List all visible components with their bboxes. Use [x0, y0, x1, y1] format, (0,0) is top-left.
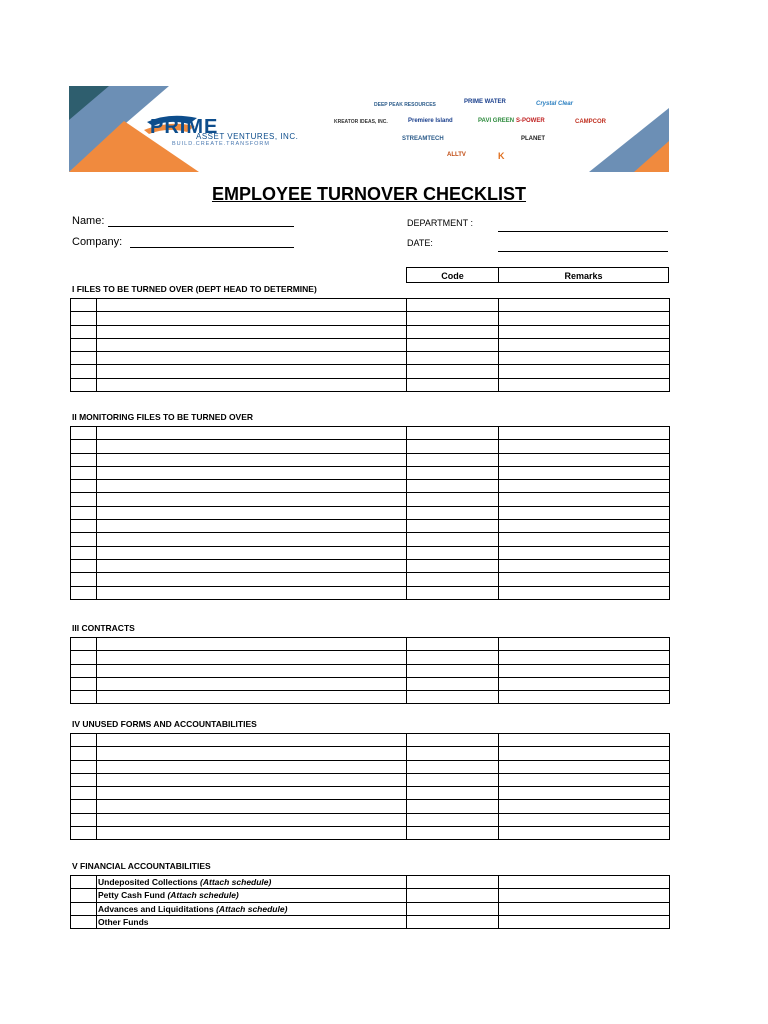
- brand-logo-text: PRIME: [150, 116, 219, 138]
- remarks-cell[interactable]: [499, 378, 670, 391]
- partner-logo: CAMPCOR: [575, 119, 606, 125]
- remarks-cell[interactable]: [499, 559, 670, 572]
- remarks-column-header: Remarks: [498, 267, 669, 283]
- code-cell[interactable]: [407, 520, 499, 533]
- row-number-cell[interactable]: [71, 352, 97, 365]
- remarks-cell[interactable]: [499, 466, 670, 479]
- remarks-cell[interactable]: [499, 453, 670, 466]
- name-field[interactable]: [108, 226, 294, 227]
- item-cell[interactable]: [97, 876, 407, 889]
- item-cell[interactable]: [97, 787, 407, 800]
- section-title: V FINANCIAL ACCOUNTABILITIES: [72, 861, 211, 871]
- remarks-cell[interactable]: [499, 365, 670, 378]
- table-row: [71, 651, 670, 664]
- table-row: [71, 533, 670, 546]
- remarks-cell[interactable]: [499, 827, 670, 840]
- item-cell[interactable]: [97, 813, 407, 826]
- remarks-cell[interactable]: [499, 325, 670, 338]
- code-cell[interactable]: [407, 378, 499, 391]
- section-title: I FILES TO BE TURNED OVER (DEPT HEAD TO DETERMINE): [72, 284, 317, 294]
- code-cell[interactable]: [407, 586, 499, 599]
- code-cell[interactable]: [407, 440, 499, 453]
- item-cell[interactable]: [97, 747, 407, 760]
- row-number-cell[interactable]: [71, 480, 97, 493]
- table-row: [71, 520, 670, 533]
- section-table: [70, 637, 670, 704]
- remarks-cell[interactable]: [499, 440, 670, 453]
- code-cell[interactable]: [407, 573, 499, 586]
- section-table: [70, 875, 670, 929]
- table-row: [71, 664, 670, 677]
- row-number-cell[interactable]: [71, 691, 97, 704]
- table-row: [71, 299, 670, 312]
- remarks-cell[interactable]: [499, 813, 670, 826]
- row-number-cell[interactable]: [71, 520, 97, 533]
- section-table: [70, 298, 670, 392]
- item-cell[interactable]: [97, 734, 407, 747]
- row-number-cell[interactable]: [71, 915, 97, 928]
- code-cell[interactable]: [407, 760, 499, 773]
- date-field[interactable]: [498, 251, 668, 252]
- section-title: II MONITORING FILES TO BE TURNED OVER: [72, 412, 254, 422]
- code-cell[interactable]: [407, 734, 499, 747]
- code-cell[interactable]: [407, 312, 499, 325]
- row-number-cell[interactable]: [71, 440, 97, 453]
- item-cell[interactable]: [97, 664, 407, 677]
- item-cell[interactable]: [97, 312, 407, 325]
- code-cell[interactable]: [407, 813, 499, 826]
- row-number-cell[interactable]: [71, 365, 97, 378]
- row-number-cell[interactable]: [71, 325, 97, 338]
- code-cell[interactable]: [407, 559, 499, 572]
- item-cell[interactable]: [97, 427, 407, 440]
- table-row: [71, 493, 670, 506]
- table-row: [71, 453, 670, 466]
- table-row: [71, 760, 670, 773]
- section-title: IV UNUSED FORMS AND ACCOUNTABILITIES: [72, 719, 257, 729]
- code-cell[interactable]: [407, 546, 499, 559]
- item-cell[interactable]: [97, 533, 407, 546]
- page-title: EMPLOYEE TURNOVER CHECKLIST: [211, 184, 527, 204]
- item-label: Advances and Liquiditations: [98, 903, 214, 914]
- table-row: [71, 352, 670, 365]
- department-field[interactable]: [498, 231, 668, 232]
- item-cell[interactable]: [97, 520, 407, 533]
- company-label: Company:: [72, 236, 123, 248]
- partner-logo: PRIME WATER: [464, 99, 506, 105]
- row-number-cell[interactable]: [71, 800, 97, 813]
- item-cell[interactable]: [97, 889, 407, 902]
- item-cell[interactable]: [97, 827, 407, 840]
- remarks-cell[interactable]: [499, 312, 670, 325]
- row-number-cell[interactable]: [71, 787, 97, 800]
- code-cell[interactable]: [407, 664, 499, 677]
- row-number-cell[interactable]: [71, 466, 97, 479]
- table-row: [71, 378, 670, 391]
- table-row: [71, 813, 670, 826]
- partner-logo: PAVI GREEN: [478, 118, 515, 124]
- remarks-cell[interactable]: [499, 773, 670, 786]
- table-row: [71, 734, 670, 747]
- remarks-cell[interactable]: [499, 902, 670, 915]
- code-cell[interactable]: [407, 747, 499, 760]
- table-row: [71, 559, 670, 572]
- item-cell[interactable]: [97, 915, 407, 928]
- row-number-cell[interactable]: [71, 453, 97, 466]
- table-row: [71, 546, 670, 559]
- code-cell[interactable]: [407, 902, 499, 915]
- code-cell[interactable]: [407, 493, 499, 506]
- code-cell[interactable]: [407, 480, 499, 493]
- row-number-cell[interactable]: [71, 827, 97, 840]
- remarks-cell[interactable]: [499, 876, 670, 889]
- code-cell[interactable]: [407, 299, 499, 312]
- section-table: [70, 733, 670, 840]
- remarks-cell[interactable]: [499, 691, 670, 704]
- code-cell[interactable]: [407, 677, 499, 690]
- table-row: [71, 466, 670, 479]
- item-cell[interactable]: [97, 506, 407, 519]
- table-row: [71, 480, 670, 493]
- date-label: DATE:: [407, 238, 433, 248]
- table-row: [71, 506, 670, 519]
- row-number-cell[interactable]: [71, 638, 97, 651]
- code-cell[interactable]: [407, 691, 499, 704]
- remarks-cell[interactable]: [499, 427, 670, 440]
- row-number-cell[interactable]: [71, 760, 97, 773]
- table-row: [71, 338, 670, 351]
- remarks-cell[interactable]: [499, 546, 670, 559]
- remarks-cell[interactable]: [499, 480, 670, 493]
- remarks-cell[interactable]: [499, 915, 670, 928]
- row-number-cell[interactable]: [71, 734, 97, 747]
- table-row: [71, 312, 670, 325]
- code-column-header: Code: [406, 267, 499, 283]
- code-cell[interactable]: [407, 466, 499, 479]
- row-number-cell[interactable]: [71, 677, 97, 690]
- partner-logo: STREAMTECH: [402, 136, 444, 142]
- remarks-cell[interactable]: [499, 747, 670, 760]
- code-cell[interactable]: [407, 915, 499, 928]
- remarks-cell[interactable]: [499, 889, 670, 902]
- remarks-cell[interactable]: [499, 734, 670, 747]
- row-number-cell[interactable]: [71, 902, 97, 915]
- partner-logo: KREATOR IDEAS, INC.: [334, 119, 388, 125]
- remarks-cell[interactable]: [499, 493, 670, 506]
- name-label: Name:: [72, 215, 105, 227]
- item-cell[interactable]: [97, 338, 407, 351]
- partner-logo: K: [498, 151, 505, 161]
- row-number-cell[interactable]: [71, 664, 97, 677]
- item-cell[interactable]: [97, 378, 407, 391]
- item-cell[interactable]: [97, 352, 407, 365]
- brand-tagline: BUILD.CREATE.TRANSFORM: [172, 141, 270, 147]
- section-title: III CONTRACTS: [72, 623, 135, 633]
- row-number-cell[interactable]: [71, 747, 97, 760]
- row-number-cell[interactable]: [71, 876, 97, 889]
- brand-subtitle: ASSET VENTURES, INC.: [196, 132, 299, 141]
- remarks-cell[interactable]: [499, 520, 670, 533]
- item-cell[interactable]: [97, 677, 407, 690]
- item-cell[interactable]: [97, 773, 407, 786]
- partner-logo: ALLTV: [447, 152, 466, 158]
- item-cell[interactable]: [97, 480, 407, 493]
- remarks-cell[interactable]: [499, 338, 670, 351]
- item-note: (Attach schedule): [216, 903, 288, 914]
- code-cell[interactable]: [407, 365, 499, 378]
- item-label: Other Funds: [98, 917, 149, 928]
- row-number-cell[interactable]: [71, 299, 97, 312]
- code-cell[interactable]: [407, 773, 499, 786]
- table-row: [71, 586, 670, 599]
- table-row: [71, 691, 670, 704]
- company-field[interactable]: [130, 247, 294, 248]
- code-cell[interactable]: [407, 638, 499, 651]
- item-cell[interactable]: [97, 800, 407, 813]
- code-cell[interactable]: [407, 651, 499, 664]
- code-cell[interactable]: [407, 352, 499, 365]
- remarks-cell[interactable]: [499, 573, 670, 586]
- row-number-cell[interactable]: [71, 312, 97, 325]
- item-cell[interactable]: [97, 299, 407, 312]
- table-row: [71, 325, 670, 338]
- partner-logo: PLANET: [521, 136, 545, 142]
- item-cell[interactable]: [97, 546, 407, 559]
- code-cell[interactable]: [407, 787, 499, 800]
- code-cell[interactable]: [407, 338, 499, 351]
- remarks-cell[interactable]: [499, 299, 670, 312]
- remarks-cell[interactable]: [499, 651, 670, 664]
- row-number-cell[interactable]: [71, 427, 97, 440]
- row-number-cell[interactable]: [71, 813, 97, 826]
- row-number-cell[interactable]: [71, 378, 97, 391]
- item-cell[interactable]: [97, 760, 407, 773]
- row-number-cell[interactable]: [71, 586, 97, 599]
- code-cell[interactable]: [407, 827, 499, 840]
- table-row: [71, 440, 670, 453]
- section-table: [70, 426, 670, 600]
- table-row: [71, 773, 670, 786]
- row-number-cell[interactable]: [71, 889, 97, 902]
- table-row: [71, 915, 670, 928]
- partner-logo: DEEP PEAK RESOURCES: [374, 102, 436, 108]
- remarks-cell[interactable]: [499, 352, 670, 365]
- code-cell[interactable]: [407, 533, 499, 546]
- item-note: (Attach schedule): [167, 890, 239, 901]
- partner-logo: Premiere Island: [408, 118, 453, 124]
- item-cell[interactable]: [97, 902, 407, 915]
- item-cell[interactable]: [97, 453, 407, 466]
- item-label: Petty Cash Fund: [98, 890, 166, 901]
- remarks-cell[interactable]: [499, 638, 670, 651]
- table-row: [71, 787, 670, 800]
- item-cell[interactable]: [97, 638, 407, 651]
- row-number-cell[interactable]: [71, 651, 97, 664]
- partner-logo: S-POWER: [516, 118, 545, 124]
- code-cell[interactable]: [407, 325, 499, 338]
- item-cell[interactable]: [97, 440, 407, 453]
- row-number-cell[interactable]: [71, 506, 97, 519]
- row-number-cell[interactable]: [71, 546, 97, 559]
- remarks-cell[interactable]: [499, 760, 670, 773]
- remarks-cell[interactable]: [499, 800, 670, 813]
- code-cell[interactable]: [407, 876, 499, 889]
- table-row: [71, 427, 670, 440]
- remarks-cell[interactable]: [499, 677, 670, 690]
- row-number-cell[interactable]: [71, 559, 97, 572]
- remarks-cell[interactable]: [499, 787, 670, 800]
- item-cell[interactable]: [97, 586, 407, 599]
- row-number-cell[interactable]: [71, 573, 97, 586]
- table-row: [71, 677, 670, 690]
- row-number-cell[interactable]: [71, 493, 97, 506]
- code-cell[interactable]: [407, 889, 499, 902]
- item-cell[interactable]: [97, 651, 407, 664]
- code-cell[interactable]: [407, 453, 499, 466]
- item-cell[interactable]: [97, 325, 407, 338]
- table-row: [71, 365, 670, 378]
- item-cell[interactable]: [97, 365, 407, 378]
- item-label: Undeposited Collections: [98, 877, 198, 888]
- table-row: [71, 800, 670, 813]
- table-row: [71, 638, 670, 651]
- remarks-cell[interactable]: [499, 586, 670, 599]
- table-row: [71, 902, 670, 915]
- code-cell[interactable]: [407, 506, 499, 519]
- row-number-cell[interactable]: [71, 773, 97, 786]
- item-cell[interactable]: [97, 466, 407, 479]
- remarks-cell[interactable]: [499, 533, 670, 546]
- partner-logo: Crystal Clear: [536, 101, 574, 107]
- code-cell[interactable]: [407, 800, 499, 813]
- table-row: [71, 876, 670, 889]
- table-row: [71, 889, 670, 902]
- table-row: [71, 827, 670, 840]
- code-cell[interactable]: [407, 427, 499, 440]
- item-cell[interactable]: [97, 691, 407, 704]
- remarks-cell[interactable]: [499, 506, 670, 519]
- remarks-cell[interactable]: [499, 664, 670, 677]
- table-row: [71, 573, 670, 586]
- item-note: (Attach schedule): [200, 877, 272, 888]
- row-number-cell[interactable]: [71, 338, 97, 351]
- table-row: [71, 747, 670, 760]
- row-number-cell[interactable]: [71, 533, 97, 546]
- item-cell[interactable]: [97, 573, 407, 586]
- item-cell[interactable]: [97, 559, 407, 572]
- item-cell[interactable]: [97, 493, 407, 506]
- department-label: DEPARTMENT :: [407, 218, 474, 228]
